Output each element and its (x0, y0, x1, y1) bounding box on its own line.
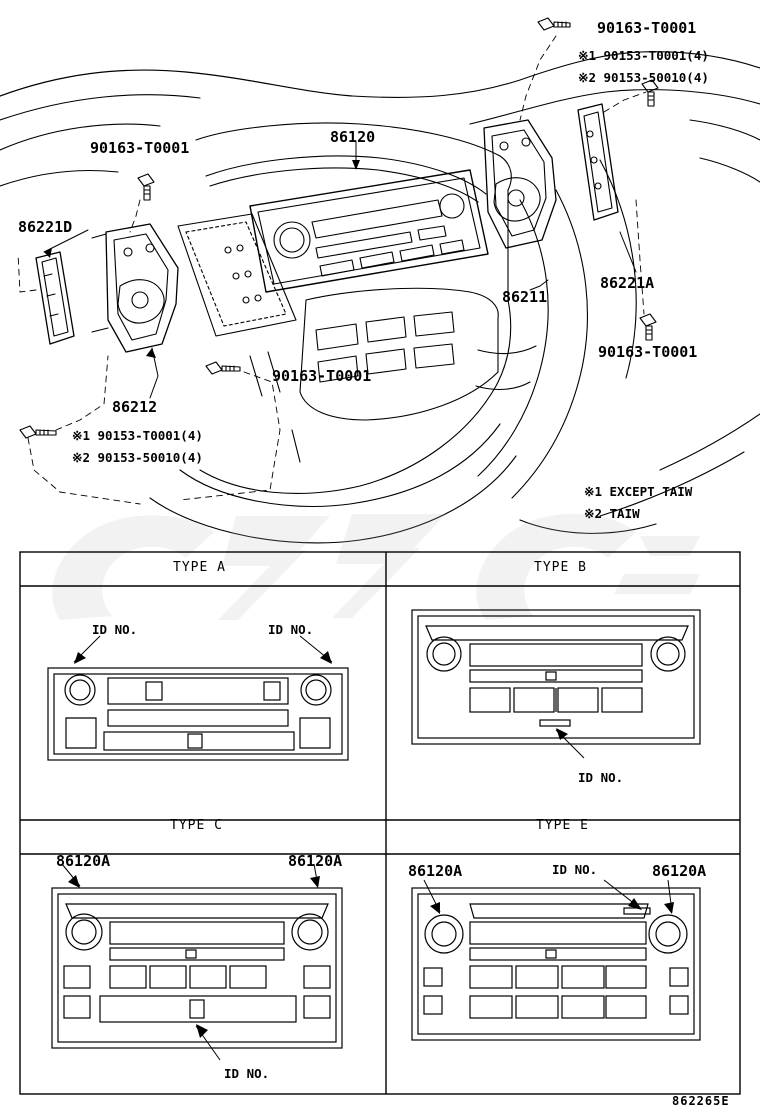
note-1-text: EXCEPT TAIW (609, 484, 693, 499)
type-e-id-no: ID NO. (552, 862, 598, 877)
type-a-id-no-left: ID NO. (92, 622, 138, 637)
type-c-title: TYPE C (170, 818, 223, 833)
type-c-part-86120A-right: 86120A (288, 852, 343, 870)
type-c-id-no: ID NO. (224, 1066, 270, 1081)
note-2-mark: ※2 (584, 506, 602, 521)
note-2-taiw (584, 506, 640, 521)
type-e-title: TYPE E (536, 818, 589, 833)
callout-86221A: 86221A (600, 274, 655, 292)
type-c-part-86120A-left: 86120A (56, 852, 111, 870)
callout-86120: 86120 (330, 128, 376, 146)
note-2-text: TAIW (609, 506, 640, 521)
callout-86221D: 86221D (18, 218, 73, 236)
callout-90163-T0001-center: 90163-T0001 (272, 367, 372, 385)
callout-90153-T0001-qty4-lower: ※1 90153-T0001(4) (72, 428, 203, 443)
type-b-id-no: ID NO. (578, 770, 624, 785)
figure-code: 862265E (672, 1094, 730, 1108)
callout-86211: 86211 (502, 288, 548, 306)
callout-90163-T0001-top-right: 90163-T0001 (597, 19, 697, 37)
callout-90153-T0001-qty4: ※1 90153-T0001(4) (578, 48, 709, 63)
callout-90153-50010-qty4-lower: ※2 90153-50010(4) (72, 450, 203, 465)
type-b-title: TYPE B (534, 560, 587, 575)
type-a-title: TYPE A (173, 560, 226, 575)
note-1-mark: ※1 (584, 484, 602, 499)
type-e-part-86120A-right: 86120A (652, 862, 707, 880)
type-e-part-86120A-left: 86120A (408, 862, 463, 880)
type-a-id-no-right: ID NO. (268, 622, 314, 637)
callout-90163-T0001-right-lower: 90163-T0001 (598, 343, 698, 361)
callout-86212: 86212 (112, 398, 158, 416)
callout-90163-T0001-left: 90163-T0001 (90, 139, 190, 157)
note-1-except-taiw (584, 484, 692, 499)
callout-90153-50010-qty4: ※2 90153-50010(4) (578, 70, 709, 85)
